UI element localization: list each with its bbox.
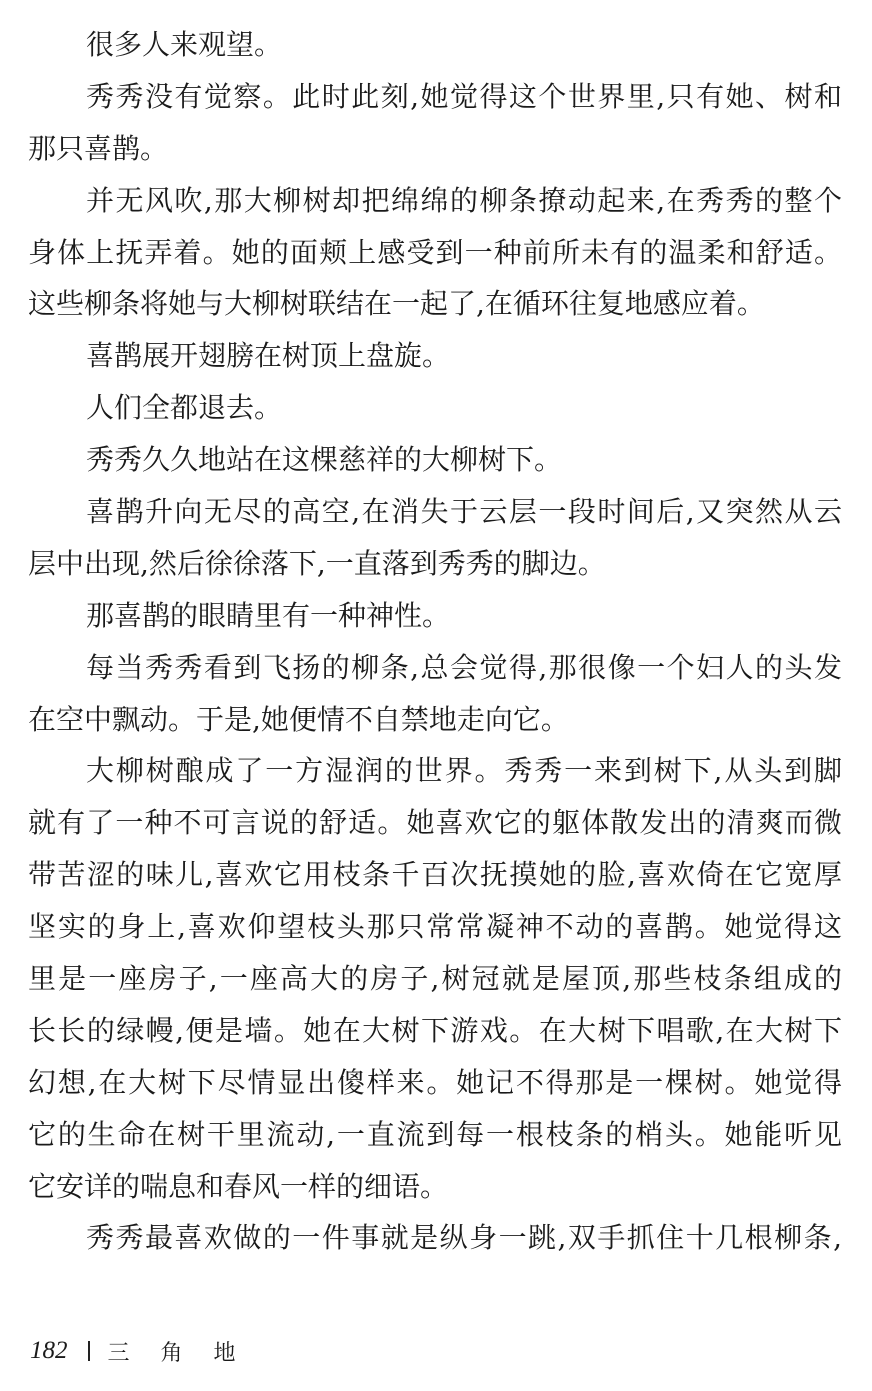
text-line: 喜鹊升向无尽的高空,在消失于云层一段时间后,又突然从云 (86, 495, 842, 529)
text-line: 层中出现,然后徐徐落下,一直落到秀秀的脚边。 (28, 546, 606, 580)
paragraph (28, 175, 842, 331)
paragraph (28, 19, 842, 71)
paragraph (28, 745, 842, 1212)
text-line: 每当秀秀看到飞扬的柳条,总会觉得,那很像一个妇人的头发 (86, 650, 842, 684)
text-line: 人们全都退去。 (86, 391, 283, 425)
text-line: 幻想,在大树下尽情显出傻样来。她记不得那是一棵树。她觉得 (28, 1065, 842, 1099)
footer-divider (88, 1341, 90, 1361)
text-line: 秀秀久久地站在这棵慈祥的大柳树下。 (86, 443, 563, 477)
text-line: 喜鹊展开翅膀在树顶上盘旋。 (86, 339, 451, 373)
text-line: 那喜鹊的眼睛里有一种神性。 (86, 598, 451, 632)
paragraph (28, 330, 842, 382)
text-line: 这些柳条将她与大柳树联结在一起了,在循环往复地感应着。 (28, 287, 765, 321)
text-line: 里是一座房子,一座高大的房子,树冠就是屋顶,那些枝条组成的 (28, 962, 842, 996)
text-line: 坚实的身上,喜欢仰望枝头那只常常凝神不动的喜鹊。她觉得这 (28, 910, 842, 944)
text-line: 就有了一种不可言说的舒适。她喜欢它的躯体散发出的清爽而微 (28, 806, 842, 840)
paragraph (28, 486, 842, 590)
text-line: 很多人来观望。 (86, 28, 283, 61)
text-line: 它的生命在树干里流动,一直流到每一根枝条的梢头。她能听见 (28, 1117, 842, 1151)
text-line: 它安详的喘息和春风一样的细语。 (28, 1169, 449, 1203)
text-line: 长长的绿幔,便是墙。她在大树下游戏。在大树下唱歌,在大树下 (28, 1013, 842, 1047)
book-title: 三 角 地 (107, 1340, 248, 1366)
page-footer (30, 1334, 248, 1368)
paragraph (28, 590, 842, 642)
text-line: 大柳树酿成了一方湿润的世界。秀秀一来到树下,从头到脚 (86, 754, 842, 788)
paragraph (28, 71, 842, 175)
page-number: 182 (30, 1337, 68, 1364)
body-text (28, 19, 842, 1264)
text-line: 带苦涩的味儿,喜欢它用枝条千百次抚摸她的脸,喜欢倚在它宽厚 (28, 858, 842, 892)
text-line: 在空中飘动。于是,她便情不自禁地走向它。 (28, 702, 569, 736)
paragraph (28, 1212, 842, 1264)
text-line: 秀秀没有觉察。此时此刻,她觉得这个世界里,只有她、树和 (86, 79, 842, 113)
text-line: 并无风吹,那大柳树却把绵绵的柳条撩动起来,在秀秀的整个 (86, 183, 842, 217)
text-line: 那只喜鹊。 (28, 131, 169, 165)
text-line: 秀秀最喜欢做的一件事就是纵身一跳,双手抓住十几根柳条, (86, 1221, 842, 1255)
paragraph (28, 434, 842, 486)
paragraph (28, 382, 842, 434)
text-line: 身体上抚弄着。她的面颊上感受到一种前所未有的温柔和舒适。 (28, 235, 842, 269)
paragraph (28, 642, 842, 746)
